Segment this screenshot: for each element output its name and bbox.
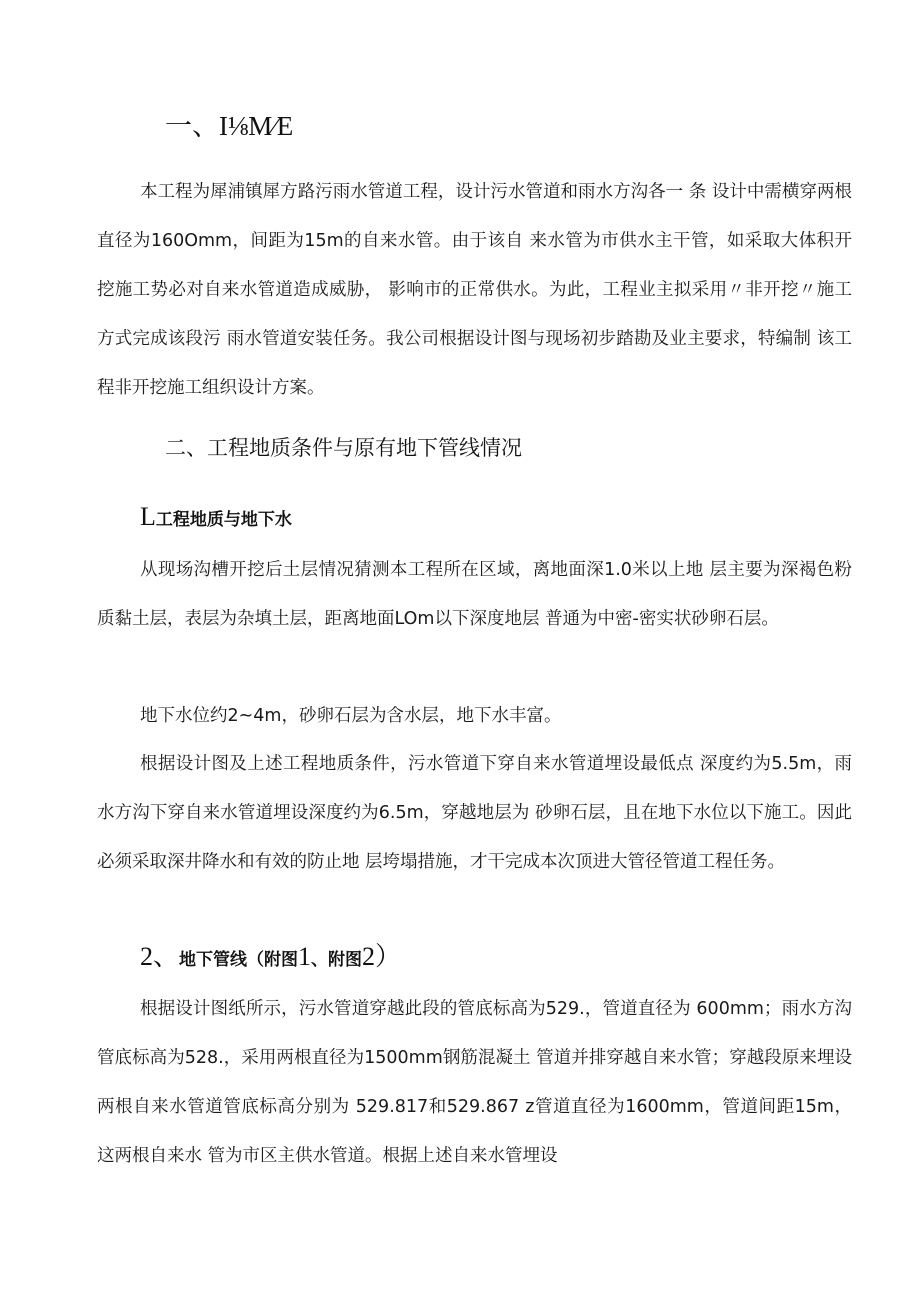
section-1-heading: 一、I⅛M⁄E [165, 111, 294, 141]
figure-1-ref: 1 [298, 942, 312, 971]
subsection-1-heading [140, 502, 292, 532]
figure-separator: 、附图 [311, 950, 363, 970]
subsection-2-title: 地下管线（附图 [179, 950, 299, 970]
subsection-1-title: 工程地质与地下水 [155, 510, 292, 530]
heading-close-paren: ） [375, 942, 402, 971]
subsection-2-number: 2、 [140, 942, 180, 971]
section-2-heading: 二、工程地质条件与原有地下管线情况 [165, 436, 522, 460]
construction-depth-paragraph: 根据设计图及上述工程地质条件，污水管道下穿自来水管道埋设最低点 深度约为5.5m，雨水方沟下穿自来水管道埋设深度约为6.5m，穿越地层为 砂卵石层，且在地下水位以下施工。因此必须采取深井降水和有效的防止地 层垮塌措施，才干完成本次顶进大管径管道工程任务。 [97, 754, 852, 872]
project-overview-paragraph: 本工程为犀浦镇犀方路污雨水管道工程，设计污水管道和雨水方沟各一 条 设计中需横穿两根直径为160Omm，间距为15m的自来水管。由于该自 来水管为市供水主干管，如采取大体积开挖施工势必对自来水管道造成威胁， 影响市的正常供水。为此，工程业主拟采用〃非开挖〃施工方式完成该段污 雨水管道安装任务。我公司根据设计图与现场初步踏勘及业主要求，特编制 该工程非开挖施工组织设计方案。 [97, 182, 852, 398]
figure-2-ref: 2 [362, 942, 376, 971]
subsection-2-heading [140, 936, 401, 973]
groundwater-paragraph: 地下水位约2~4m，砂卵石层为含水层，地下水丰富。 [140, 706, 562, 726]
pipeline-paragraph: 根据设计图纸所示，污水管道穿越此段的管底标高为529.，管道直径为 600mm；雨水方沟管底标高为528.，采用两根直径为1500mm钢筋混凝土 管道并排穿越自来水管；穿越段原来埋设两根自来水管道管底标高分别为 529.817和529.867 z管道直径为1600mm，管道间距15m，这两根自来水 管为市区主供水管道。根据上述自来水管埋设 [97, 999, 852, 1166]
geology-paragraph: 从现场沟槽开挖后土层情况猜测本工程所在区域，离地面深1.0米以上地 层主要为深褐色粉质黏土层，表层为杂填土层，距离地面LOm以下深度地层 普通为中密-密实状砂卵石层。 [97, 560, 852, 629]
subsection-1-number: L [140, 502, 156, 531]
